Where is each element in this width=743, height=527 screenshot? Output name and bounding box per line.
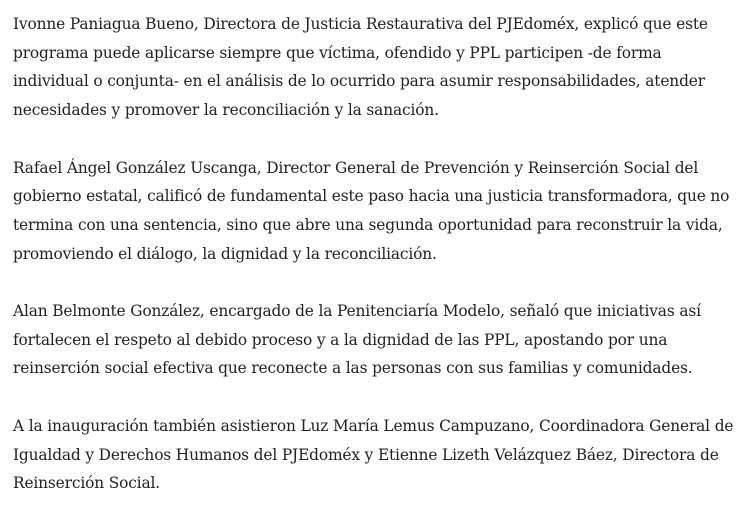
paragraph-alan-belmonte: Alan Belmonte González, encargado de la Penitenciaría Modelo, señaló que iniciativas así fortalecen el respeto al debido proceso y a la dignidad de las PPL, apostando por una reinserción social efectiva que reconecte a las personas con sus familias y comunidades.	[13, 302, 701, 378]
paragraph-ivonne-paniagua: Ivonne Paniagua Bueno, Directora de Justicia Restaurativa del PJEdoméx, explicó que este programa puede aplicarse siempre que víctima, ofendido y PPL participen -de forma individual o conjunta- en el análisis de lo ocurrido para asumir responsabilidades, atender necesidades y promover la reconciliación y la sanación.	[13, 15, 708, 120]
paragraph-rafael-gonzalez: Rafael Ángel González Uscanga, Director General de Prevención y Reinserción Social del gobierno estatal, calificó de fundamental este paso hacia una justicia transformadora, que no termina con una sentencia, sino que abre una segunda oportunidad para reconstruir la vida, promoviendo el diálogo, la dignidad y la reconciliación.	[13, 158, 730, 263]
paragraph-inauguration-attendees: A la inauguración también asistieron Luz María Lemus Campuzano, Coordinadora General de Igualdad y Derechos Humanos del PJEdoméx y Etienne Lizeth Velázquez Báez, Directora de Reinserción Social.	[13, 416, 734, 493]
